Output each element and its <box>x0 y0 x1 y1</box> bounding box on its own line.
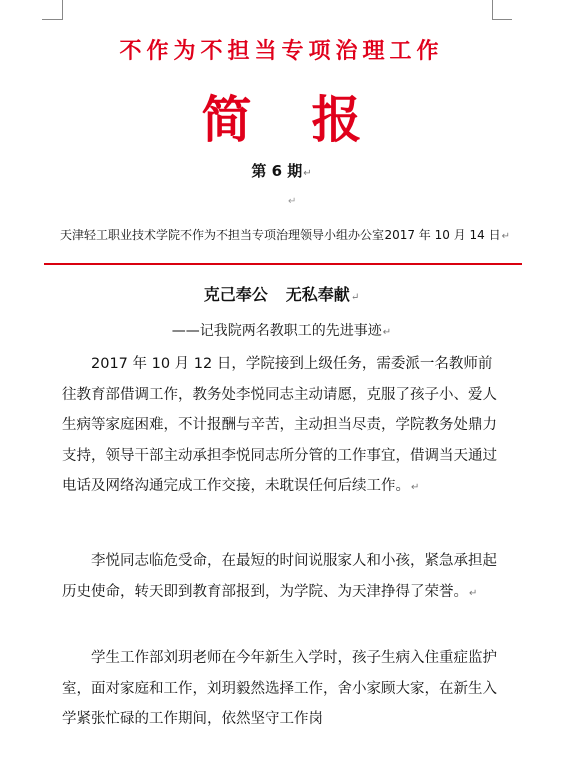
article-headline <box>0 282 563 305</box>
issue-number-text: 第 6 期 <box>251 162 303 180</box>
paragraph-mark-icon: ↵ <box>303 168 312 179</box>
paragraph-mark-icon: ↵ <box>501 231 510 242</box>
issue-date-wrap <box>384 226 510 243</box>
article-paragraph <box>62 643 502 735</box>
issue-date: 2017 年 10 月 14 日 <box>384 228 501 242</box>
bulletin-series-title: 不作为不担当专项治理工作 <box>119 38 444 64</box>
paragraph-text: 2017 年 10 月 12 日，学院接到上级任务，需委派一名教师前往教育部借调工作，教务处李悦同志主动请愿，克服了孩子小、爱人生病等家庭困难，不计报酬与辛苦，主动担当尽责，学院教务处鼎力支持，领导干部主动承担李悦同志所分管的工作事宜，借调当天通过电话及网络沟通完成工作交接，未耽误任何后续工作。 <box>62 356 497 494</box>
paragraph-mark-icon: ↵ <box>350 292 360 303</box>
paragraph-mark-icon: ↵ <box>382 327 392 338</box>
crop-mark-top-left-h <box>42 19 62 20</box>
headline-part-1: 克己奉公 <box>203 285 268 304</box>
bulletin-big-title: 简报 <box>201 90 422 149</box>
article-paragraph <box>62 546 502 609</box>
issuing-office: 天津轻工职业技术学院不作为不担当专项治理领导小组办公室 <box>60 228 385 242</box>
crop-mark-top-left-v <box>62 0 63 20</box>
paragraph-mark-icon: ↵ <box>411 482 420 493</box>
article-paragraph <box>62 349 502 504</box>
paragraph-mark-icon: ↵ <box>288 196 297 207</box>
crop-mark-top-right-h <box>492 19 512 20</box>
article-subtitle <box>0 320 563 340</box>
headline-part-2: 无私奉献 <box>285 285 350 304</box>
paragraph-text: 李悦同志临危受命，在最短的时间说服家人和小孩，紧急承担起历史使命，转天即到教育部报到，为学院、为天津挣得了荣誉。 <box>62 553 497 600</box>
issuer-line <box>60 226 510 243</box>
paragraph-mark-icon: ↵ <box>469 587 478 599</box>
issue-number <box>0 160 563 181</box>
article-subtitle-text: ——记我院两名教职工的先进事迹 <box>171 323 382 339</box>
crop-mark-top-right-v <box>492 0 493 20</box>
red-divider-line <box>44 263 522 265</box>
paragraph-text: 学生工作部刘玥老师在今年新生入学时，孩子生病入住重症监护室，面对家庭和工作，刘玥毅然选择工作，舍小家顾大家，在新生入学紧张忙碌的工作期间，依然坚守工作岗 <box>62 650 497 727</box>
